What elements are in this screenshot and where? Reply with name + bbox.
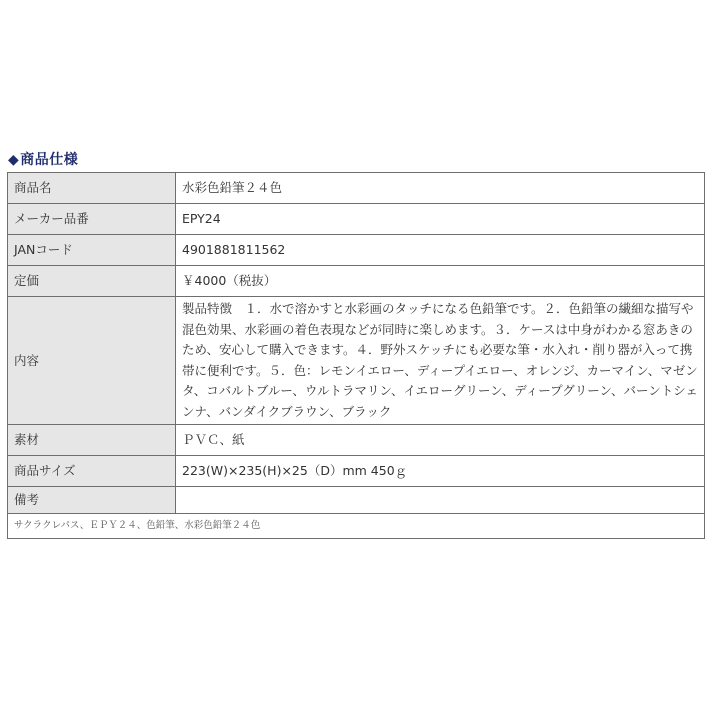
spec-row-material (8, 425, 705, 456)
section-title-text: 商品仕様 (20, 152, 79, 168)
spec-label: 商品名 (8, 173, 176, 204)
spec-label: JANコード (8, 235, 176, 266)
spec-row-jan-code (8, 235, 705, 266)
spec-label: 内容 (8, 297, 176, 425)
spec-value: EPY24 (176, 204, 705, 235)
spec-value: ＰＶＣ、紙 (176, 425, 705, 456)
keywords-text: サクラクレパス、ＥＰＹ２４、色鉛筆、水彩色鉛筆２４色 (8, 514, 705, 539)
spec-label: メーカー品番 (8, 204, 176, 235)
spec-value: 223(W)×235(H)×25（D）mm 450ｇ (176, 456, 705, 487)
spec-row-price (8, 266, 705, 297)
section-title (8, 150, 78, 170)
spec-row-remarks (8, 487, 705, 514)
spec-label: 定価 (8, 266, 176, 297)
keywords-row (8, 514, 705, 539)
spec-row-maker-code (8, 204, 705, 235)
spec-value: 4901881811562 (176, 235, 705, 266)
spec-row-description (8, 297, 705, 425)
spec-row-size (8, 456, 705, 487)
diamond-icon: ◆ (8, 152, 20, 168)
spec-value: ￥4000（税抜） (176, 266, 705, 297)
spec-value (176, 487, 705, 514)
spec-value: 水彩色鉛筆２４色 (176, 173, 705, 204)
spec-label: 備考 (8, 487, 176, 514)
spec-value: 製品特徴 １．水で溶かすと水彩画のタッチになる色鉛筆です。２．色鉛筆の繊細な描写や混色効果、水彩画の着色表現などが同時に楽しめます。３．ケースは中身がわかる窓あきのため、安心して購入できます。４．野外スケッチにも必要な筆・水入れ・削り器が入って携帯に便利です。５．色：レモンイエロー、ディープイエロー、オレンジ、カーマイン、マゼンタ、コバルトブルー、ウルトラマリン、イエローグリーン、ディープグリーン、バーントシェンナ、バンダイクブラウン、ブラック (176, 297, 705, 425)
spec-label: 商品サイズ (8, 456, 176, 487)
spec-label: 素材 (8, 425, 176, 456)
spec-table (7, 172, 705, 539)
spec-row-product-name (8, 173, 705, 204)
